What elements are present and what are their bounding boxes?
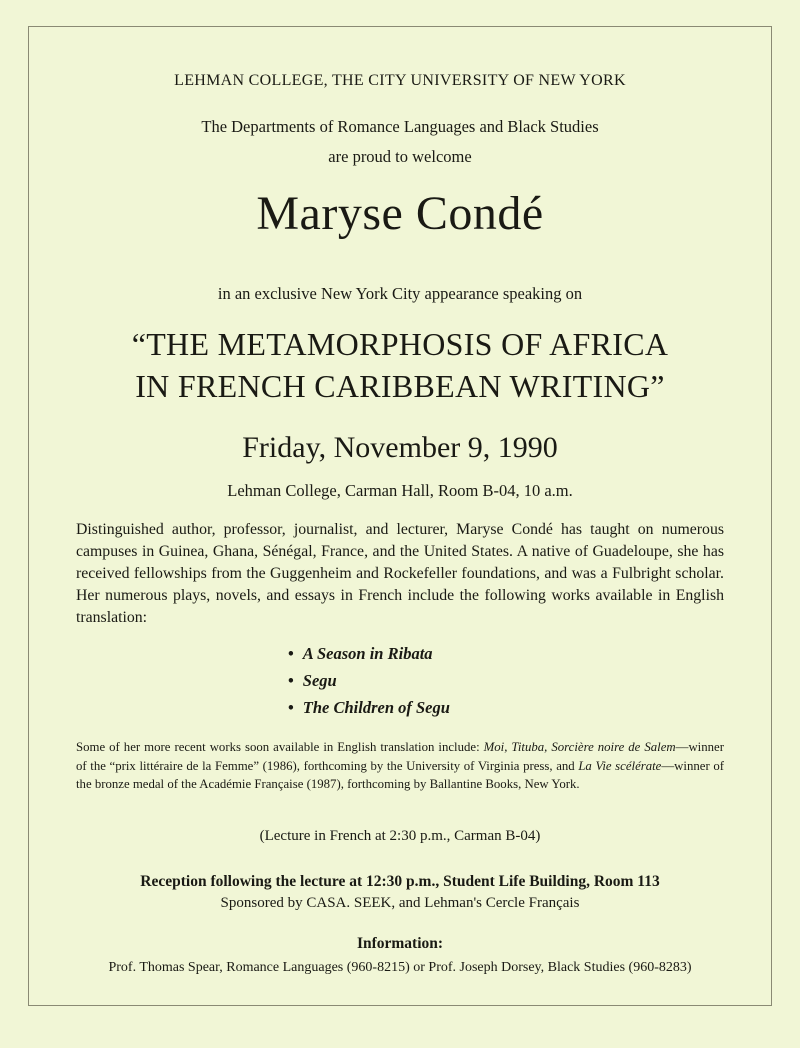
work-title: A Season in Ribata bbox=[302, 644, 433, 663]
list-item bbox=[288, 671, 450, 698]
speaker-bio: Distinguished author, professor, journalist, and lecturer, Maryse Condé has taught on numerous campuses in Guinea, Ghana, Sénégal, France, and the United States. A native of Guadeloupe, she has received fellowships from the Guggenheim and Rockefeller foundations, and was a Fulbright scholar. Her numerous plays, novels, and essays in French include the following works available in English translation: bbox=[76, 521, 724, 626]
lecture-title-line-2: IN FRENCH CARIBBEAN WRITING” bbox=[135, 368, 665, 404]
list-item bbox=[288, 644, 450, 671]
event-date: Friday, November 9, 1990 bbox=[242, 431, 558, 464]
appearance-line: in an exclusive New York City appearance speaking on bbox=[217, 284, 583, 303]
list-item bbox=[288, 698, 450, 725]
reception-line: Reception following the lecture at 12:30 p.m., Student Life Building, Room 113 bbox=[140, 873, 660, 890]
information-heading: Information: bbox=[356, 935, 444, 952]
recent-work-2-desc: —winner of the bronze medal of the Académie Française (1987), forthcoming by Ballantine Books, New York. bbox=[76, 758, 724, 792]
bullet-icon: • bbox=[288, 644, 294, 663]
information-contacts: Prof. Thomas Spear, Romance Languages (960-8215) or Prof. Joseph Dorsey, Black Studies (960-8283) bbox=[108, 960, 692, 975]
departments-line: The Departments of Romance Languages and Black Studies bbox=[201, 117, 599, 136]
recent-work-1: Moi, Tituba, Sorcière noire de Salem bbox=[483, 740, 676, 754]
lecture-title-line-1: “THE METAMORPHOSIS OF AFRICA bbox=[131, 326, 669, 362]
poster-border bbox=[28, 26, 772, 1006]
works-list bbox=[288, 644, 450, 725]
recent-works-paragraph bbox=[76, 738, 724, 794]
institution-name: LEHMAN COLLEGE, THE CITY UNIVERSITY OF NEW YORK bbox=[174, 72, 626, 89]
welcome-line: are proud to welcome bbox=[328, 147, 472, 166]
event-venue: Lehman College, Carman Hall, Room B-04, 10 a.m. bbox=[227, 481, 573, 500]
bullet-icon: • bbox=[288, 671, 294, 690]
french-lecture-note: (Lecture in French at 2:30 p.m., Carman B-04) bbox=[259, 828, 541, 844]
work-title: Segu bbox=[302, 671, 337, 690]
recent-work-2: La Vie scélérate bbox=[578, 758, 662, 773]
work-title: The Children of Segu bbox=[302, 698, 450, 717]
recent-intro: Some of her more recent works soon available in English translation include: bbox=[76, 740, 484, 754]
recent-work-1-desc: —winner of the “prix littéraire de la Femme” (1986), forthcoming by the University of Virginia press, and bbox=[76, 740, 724, 773]
bullet-icon: • bbox=[288, 698, 294, 717]
sponsors-line: Sponsored by CASA. SEEK, and Lehman's Cercle Français bbox=[220, 895, 580, 911]
speaker-name: Maryse Condé bbox=[256, 187, 544, 240]
